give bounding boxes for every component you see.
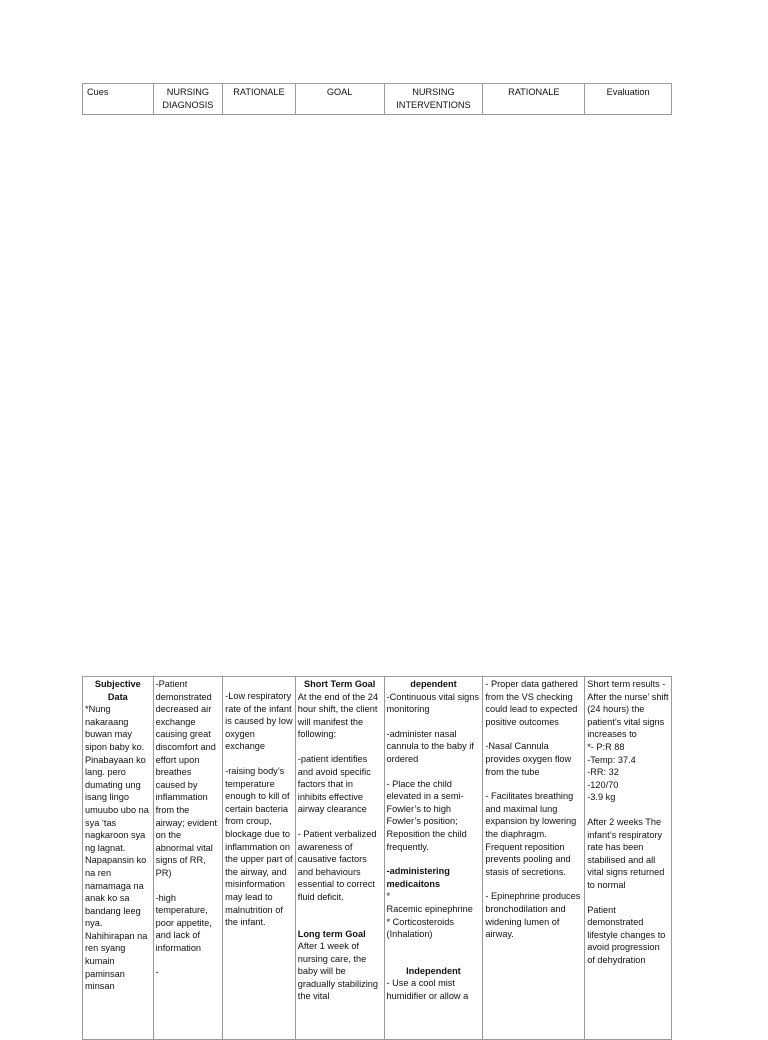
diagnosis-cell	[153, 677, 223, 1040]
care-plan-row	[83, 677, 672, 1040]
header-rationale-2: RATIONALE	[483, 84, 585, 115]
evaluation-vital-pr: *- P:R 88	[587, 741, 625, 752]
header-goal: GOAL	[295, 84, 384, 115]
subjective-data-heading: Subjective Data	[94, 679, 141, 702]
rationale-2-text-3: - Facilitates breathing and maximal lung expansion by lowering the diaphragm. Frequent reposition prevents pooling and stasis of secretions.	[485, 791, 577, 877]
medication-epinephrine: Racemic epinephrine	[386, 903, 473, 914]
intervention-vital-signs: -Continuous vital signs monitoring	[386, 691, 479, 715]
evaluation-lifestyle: Patient demonstrated lifestyle changes to avoid progression of dehydration	[587, 904, 666, 965]
header-rationale: RATIONALE	[223, 84, 296, 115]
rationale-2-text-4: - Epinephrine produces bronchodilation and widening lumen of airway.	[485, 891, 581, 940]
rationale-text-1: -Low respiratory rate of the infant is caused by low oxygen exchange	[225, 691, 293, 752]
header-nursing-diagnosis: NURSING DIAGNOSIS	[153, 84, 223, 115]
evaluation-cell	[585, 677, 672, 1040]
header-nursing-interventions: NURSING INTERVENTIONS	[384, 84, 483, 115]
goal-cell	[295, 677, 384, 1040]
diagnosis-text-1: -Patient demonstrated decreased air exchange causing great discomfort and effort upon breathes caused by inflammation from the airway; evident on the abnormal vital signs of RR, PR)	[155, 679, 217, 878]
evaluation-short-term: Short term results -After the nurse’ shift (24 hours) the patient’s vital signs increases to	[587, 679, 669, 740]
evaluation-vital-weight: -3.9 kg	[587, 792, 616, 803]
care-plan-table	[82, 676, 672, 1040]
rationale-text-2: -raising body’s temperature enough to kill of certain bacteria from croup, blockage due to inflammation on the upper part of the airway, and misinformation may lead to malnutrition of the infant.	[225, 765, 293, 928]
evaluation-vital-rr: -RR: 32	[587, 767, 619, 778]
rationale-cell	[223, 677, 296, 1040]
intervention-nasal-cannula: -administer nasal cannula to the baby if ordered	[386, 728, 474, 764]
short-term-goal-item-1: -patient identifies and avoid specific factors that in inhibits effective airway clearance	[297, 753, 371, 815]
long-term-goal-text: After 1 week of nursing care, the baby will be gradually stabilizing the vital	[297, 941, 378, 1002]
diagnosis-text-3: -	[155, 967, 159, 978]
short-term-goal-text: At the end of the 24 hour shift, the client will manifest the following:	[297, 691, 378, 740]
interventions-cell	[384, 677, 483, 1040]
subjective-data-text: *Nung nakaraang buwan may sipon baby ko. Pinabayaan ko lang. pero dumating ung isang lingo umuubo ubo na sya ‘tas nagkaroon sya ng lagnat. Napapansin ko na ren namamaga na anak ko sa bandang leeg nya. Nahihirapan na ren syang kumain paminsan minsan	[85, 704, 149, 992]
header-row	[83, 84, 672, 115]
header-table	[82, 83, 672, 115]
short-term-goal-heading: Short Term Goal	[304, 679, 376, 689]
dependent-heading: dependent	[410, 679, 457, 689]
header-evaluation: Evaluation	[585, 84, 672, 115]
intervention-humidifier: - Use a cool mist humidifier or allow a	[386, 978, 469, 1001]
rationale-2-text-1: - Proper data gathered from the VS checking could lead to expected positive outcomes	[485, 679, 578, 727]
evaluation-vital-bp: -120/70	[587, 779, 619, 790]
evaluation-long-term: After 2 weeks The infant’s respiratory rate has been stabilised and all vital signs returned to normal	[587, 816, 665, 890]
medication-corticosteroids: * Corticosteroids (Inhalation)	[386, 916, 454, 940]
medications-heading: -administering medicaitons	[386, 866, 450, 889]
short-term-goal-item-2: - Patient verbalized awareness of causative factors and behaviours essential to correct fluid deficit.	[297, 828, 377, 902]
header-cues: Cues	[83, 84, 154, 115]
intervention-position: - Place the child elevated in a semi-Fowler’s to high Fowler’s position; Reposition the child frequently.	[386, 778, 467, 852]
medication-bullet: *	[386, 891, 391, 902]
diagnosis-text-2: -high temperature, poor appetite, and lack of information	[155, 892, 212, 953]
rationale-2-cell	[483, 677, 585, 1040]
rationale-2-text-2: -Nasal Cannula provides oxygen flow from the tube	[485, 741, 572, 777]
independent-heading: Independent	[406, 965, 461, 976]
long-term-goal-heading: Long term Goal	[297, 928, 366, 939]
evaluation-vital-temp: -Temp: 37.4	[587, 754, 636, 765]
cues-cell	[83, 677, 154, 1040]
